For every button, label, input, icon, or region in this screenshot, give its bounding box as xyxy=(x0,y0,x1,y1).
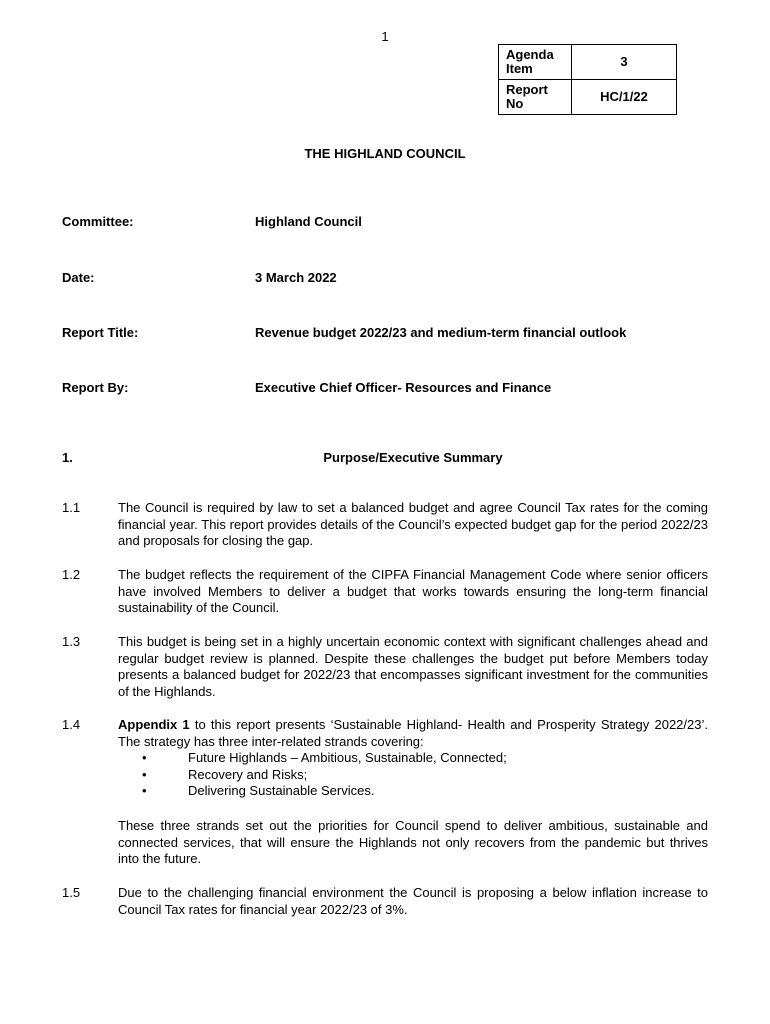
paragraph-number: 1.2 xyxy=(62,567,81,582)
paragraph-number: 1.1 xyxy=(62,500,81,515)
section-number: 1. xyxy=(62,450,73,465)
report-title-value: Revenue budget 2022/23 and medium-term financial outlook xyxy=(255,325,627,340)
report-by-value: Executive Chief Officer- Resources and Finance xyxy=(255,380,552,395)
date-label: Date: xyxy=(62,270,95,285)
list-item-text: Future Highlands – Ambitious, Sustainable, Connected; xyxy=(188,750,507,766)
paragraph-text: These three strands set out the priorities for Council spend to deliver ambitious, sustainable and connected services, that will ensure the Highlands not only recovers from the pandemic but thrives into the future. xyxy=(118,818,708,867)
list-item-text: Recovery and Risks; xyxy=(188,766,308,782)
bullet-icon: • xyxy=(142,750,147,766)
list-item xyxy=(118,750,708,767)
committee-label: Committee: xyxy=(62,214,134,229)
agenda-item-row xyxy=(499,45,677,80)
paragraph-number: 1.5 xyxy=(62,885,81,900)
paragraph-number: 1.4 xyxy=(62,717,81,732)
date-value: 3 March 2022 xyxy=(255,270,337,285)
paragraph-text xyxy=(118,717,708,750)
agenda-item-value: 3 xyxy=(572,45,677,80)
section-title: Purpose/Executive Summary xyxy=(323,450,503,465)
paragraph-text: Due to the challenging financial environment the Council is proposing a below inflation increase to Council Tax rates for financial year 2022/23 of 3%. xyxy=(118,885,708,917)
paragraph-text: This budget is being set in a highly uncertain economic context with significant challenges ahead and regular budget review is planned. Despite these challenges the budget put before Members today presents a balanced budget for 2022/23 that encompasses significant investment for the communities of the Highlands. xyxy=(118,634,708,699)
reference-box xyxy=(498,44,677,115)
paragraph-block xyxy=(118,717,708,800)
list-item xyxy=(118,783,708,800)
list-item-text: Delivering Sustainable Services. xyxy=(188,783,375,799)
report-number-row xyxy=(499,80,677,115)
strategy-strands-list xyxy=(118,750,708,800)
report-number-value: HC/1/22 xyxy=(572,80,677,115)
appendix-reference: Appendix 1 xyxy=(118,717,190,732)
paragraph-text-body: to this report presents ‘Sustainable Highland- Health and Prosperity Strategy 2022/23’. The strategy has three inter-related strands covering: xyxy=(118,717,708,749)
report-title-label: Report Title: xyxy=(62,325,139,340)
report-by-label: Report By: xyxy=(62,380,129,395)
paragraph-text: The Council is required by law to set a balanced budget and agree Council Tax rates for the coming financial year. This report provides details of the Council’s expected budget gap for the period 2022/23 and proposals for closing the gap. xyxy=(118,500,708,549)
paragraph-number: 1.3 xyxy=(62,634,81,649)
council-title: THE HIGHLAND COUNCIL xyxy=(304,146,466,161)
bullet-icon: • xyxy=(142,783,147,799)
page-number: 1 xyxy=(381,29,389,44)
list-item xyxy=(118,767,708,784)
paragraph-text: The budget reflects the requirement of the CIPFA Financial Management Code where senior officers have involved Members to deliver a budget that works towards ensuring the long-term financial sustainability of the Council. xyxy=(118,567,708,616)
report-number-label: Report No xyxy=(499,80,572,115)
committee-value: Highland Council xyxy=(255,214,362,229)
bullet-icon: • xyxy=(142,766,147,782)
agenda-item-label: Agenda Item xyxy=(499,45,572,80)
